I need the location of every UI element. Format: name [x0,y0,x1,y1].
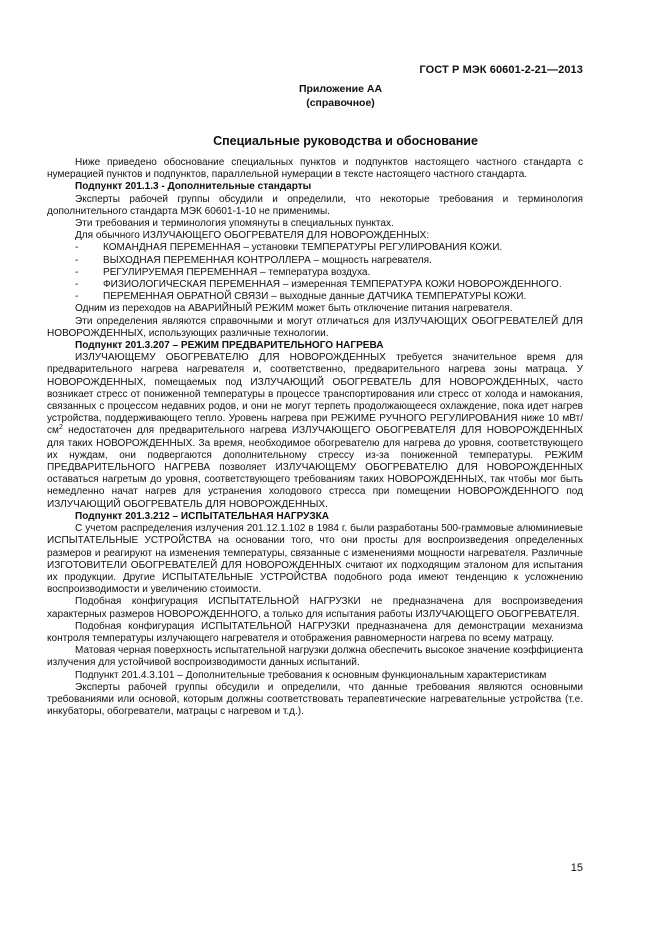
list-dash: - [75,266,79,278]
body-text [47,157,583,718]
list-dash: - [75,291,79,303]
paragraph: Одним из переходов на АВАРИЙНЫЙ РЕЖИМ может быть отключение питания нагревателя. [75,303,513,315]
list-item [47,255,583,267]
paragraph-preheat [47,352,583,511]
superscript: 2 [58,424,63,432]
list-item-text: ПЕРЕМЕННАЯ ОБРАТНОЙ СВЯЗИ – выходные данные ДАТЧИКА ТЕМПЕРАТУРЫ КОЖИ. [103,291,527,303]
paragraph-part: недостаточен для предварительного нагрева ИЗЛУЧАЮЩЕГО ОБОГРЕВАТЕЛЯ ДЛЯ НОВОРОЖДЕННЫХ для таких НОВОРОЖДЕННЫХ. За время, необходимое обогревателю для нагрева до уровня, соответствующего их нуждам, они подвергаются дополнительному стрессу из-за пониженной температуры. РЕЖИМ ПРЕДВАРИТЕЛЬНОГО НАГРЕВА позволяет ИЗЛУЧАЮЩЕМУ ОБОГРЕВАТЕЛЮ ДЛЯ НОВОРОЖДЕННЫХ оставаться нагретым до уровня, соответствующего требованиям таких НОВОРОЖДЕННЫХ, так чтобы мог быть немедленно начат нагрев для устранения холодового стресса при помещении НОВОРОЖДЕННОГО под ИЗЛУЧАЮЩИЙ ОБОГРЕВАТЕЛЬ ДЛЯ НОВОРОЖДЕННЫХ. [47,425,583,510]
list-item [47,242,583,254]
paragraph: Подобная конфигурация ИСПЫТАТЕЛЬНОЙ НАГРУЗКИ не предназначена для воспроизведения характерных размеров НОВОРОЖДЕННОГО, а только для испытания работы ИЗЛУЧАЮЩЕГО ОБОГРЕВАТЕЛЯ. [47,596,583,620]
paragraph: Эти требования и терминология упомянуты в специальных пунктах. [75,218,394,230]
page-number: 15 [570,862,583,874]
paragraph-part: ИЗЛУЧАЮЩЕМУ ОБОГРЕВАТЕЛЮ ДЛЯ НОВОРОЖДЕННЫХ требуется значительное время для предварительного нагрева нагревателя и, соответственно, предварительного нагрева зоны матраца. У НОВОРОЖДЕННЫХ, помещаемых под ИЗЛУЧАЮЩИЙ ОБОГРЕВАТЕЛЬ ДЛЯ НОВОРОЖДЕННЫХ, часто возникает стресс от пониженной температуры в процессе транспортирования или стресс от холода и намокания, связанных с процессом недавних родов, и они не могут терпеть продолжающееся охлаждение, пока идет нагрев устройства, поддерживающего тепло. Уровень нагрева при РЕЖИМЕ РУЧНОГО РЕГУЛИРОВАНИЯ ниже 10 мВт/см [47,352,583,437]
list-item [47,267,583,279]
subclause-heading-201-1-3: Подпункт 201.1.3 - Дополнительные стандарты [75,181,312,193]
list-item [47,291,583,303]
document-code: ГОСТ Р МЭК 60601-2-21—2013 [419,64,583,76]
list-dash: - [75,242,79,254]
list-item-text: РЕГУЛИРУЕМАЯ ПЕРЕМЕННАЯ – температура воздуха. [103,266,371,278]
appendix-title: Приложение АА [298,83,383,95]
list-item [47,279,583,291]
list-dash: - [75,254,79,266]
paragraph: Эксперты рабочей группы обсудили и определили, что данные требования являются основными требованиями или основой, которым должны соответствовать терапевтические нагревательные устройства (т.е. инкубаторы, обогреватели, матрацы с нагревом и т.д.). [47,681,583,718]
list-item-text: ФИЗИОЛОГИЧЕСКАЯ ПЕРЕМЕННАЯ – измеренная ТЕМПЕРАТУРА КОЖИ НОВОРОЖДЕННОГО. [103,279,562,291]
appendix-heading [0,82,661,110]
paragraph-intro: Ниже приведено обоснование специальных пунктов и подпунктов настоящего частного стандарта с нумерацией пунктов и подпунктов, параллельной нумерации в тексте настоящего частного стандарта. [47,157,583,181]
paragraph: Эксперты рабочей группы обсудили и определили, что некоторые требования и терминология дополнительного стандарта МЭК 60601-1-10 не применимы. [47,193,583,217]
section-title: Специальные руководства и обоснование [213,134,478,148]
subclause-heading-201-4-3-101: Подпункт 201.4.3.101 – Дополнительные требования к основным функциональным характеристикам [75,669,547,681]
paragraph: Подобная конфигурация ИСПЫТАТЕЛЬНОЙ НАГРУЗКИ предназначена для демонстрации механизма контроля температуры излучающего нагревателя и отображения равномерности нагрева по всему матрацу. [47,620,583,644]
list-item-text: ВЫХОДНАЯ ПЕРЕМЕННАЯ КОНТРОЛЛЕРА – мощность нагревателя. [103,254,432,266]
subclause-heading-201-3-207: Подпункт 201.3.207 – РЕЖИМ ПРЕДВАРИТЕЛЬНОГО НАГРЕВА [75,340,384,352]
paragraph: Эти определения являются справочными и могут отличаться для ИЗЛУЧАЮЩИХ ОБОГРЕВАТЕЛЕЙ ДЛЯ НОВОРОЖДЕННЫХ, использующих различные технологии. [47,315,583,339]
paragraph: Для обычного ИЗЛУЧАЮЩЕГО ОБОГРЕВАТЕЛЯ ДЛЯ НОВОРОЖДЕННЫХ: [75,230,430,242]
paragraph: Матовая черная поверхность испытательной нагрузки должна обеспечить высокое значение коэффициента излучения для устойчивой воспроизводимости данных испытаний. [47,645,583,669]
paragraph: С учетом распределения излучения 201.12.1.102 в 1984 г. были разработаны 500-граммовые алюминиевые ИСПЫТАТЕЛЬНЫЕ УСТРОЙСТВА на основании того, что они просты для воспроизведения определенных размеров и реагируют на изменения температуры, связанные с изменениями мощности нагревателя. Различные ИЗГОТОВИТЕЛИ ОБОГРЕВАТЕЛЕЙ ДЛЯ НОВОРОЖДЕННЫХ считают их подходящим эталоном для испытания их продукции. Другие ИСПЫТАТЕЛЬНЫЕ УСТРОЙСТВА подобного рода имеют тенденцию к усложнению воспроизводимости и увеличению стоимости. [47,523,583,596]
subclause-heading-201-3-212: Подпункт 201.3.212 – ИСПЫТАТЕЛЬНАЯ НАГРУЗКА [75,510,330,522]
list-dash: - [75,279,79,291]
appendix-subtitle: (справочное) [306,97,375,109]
list-item-text: КОМАНДНАЯ ПЕРЕМЕННАЯ – установки ТЕМПЕРАТУРЫ РЕГУЛИРОВАНИЯ КОЖИ. [103,242,503,254]
